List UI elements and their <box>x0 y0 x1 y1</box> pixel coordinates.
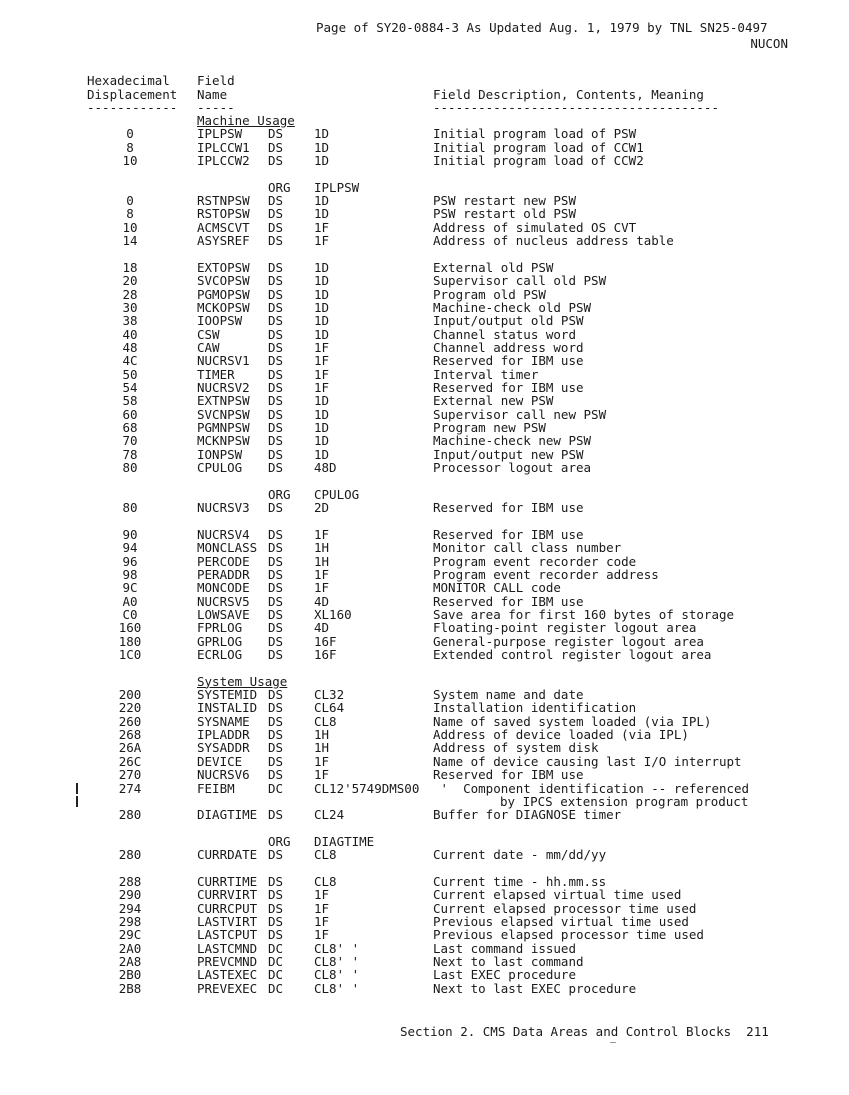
field-description: Extended control register logout area <box>433 647 712 662</box>
field-type: DS <box>268 286 284 302</box>
field-type: DS <box>268 620 284 636</box>
field-operand: 1F <box>314 580 330 596</box>
field-operand: 1F <box>314 900 330 916</box>
field-description: Address of simulated OS CVT <box>433 219 637 235</box>
field-name: NUCRSV1 <box>197 353 250 369</box>
field-operand: 1D <box>314 206 330 222</box>
field-type: DS <box>268 259 284 275</box>
field-type: DS <box>268 887 284 903</box>
field-type: DS <box>268 647 284 662</box>
field-description: PSW restart new PSW <box>433 193 576 209</box>
hex-displacement: 8 <box>126 139 134 155</box>
hex-displacement: 38 <box>122 313 138 329</box>
hex-displacement: 29C <box>118 927 142 943</box>
field-name: SYSADDR <box>197 740 250 756</box>
field-description: Initial program load of CCW2 <box>433 153 644 169</box>
field-name: ECRLOG <box>197 647 243 662</box>
field-name: ASYSREF <box>197 233 250 249</box>
footer-mark <box>610 1042 616 1043</box>
field-name: DEVICE <box>197 753 243 769</box>
field-operand: XL160 <box>314 606 352 622</box>
field-type: DS <box>268 299 284 315</box>
field-type: DS <box>268 526 284 542</box>
hex-displacement: 220 <box>118 700 142 716</box>
field-name: LASTCPUT <box>197 927 258 943</box>
field-name: EXTNPSW <box>197 393 250 409</box>
field-operand: 1D <box>314 153 330 169</box>
field-type: DS <box>268 927 284 943</box>
field-operand: 1F <box>314 339 330 355</box>
hex-displacement: A0 <box>122 593 138 609</box>
field-type: DS <box>268 446 284 462</box>
field-name: MONCODE <box>197 580 250 596</box>
field-description: External old PSW <box>433 259 554 275</box>
spacer-row <box>0 661 849 675</box>
field-name: IPLADDR <box>197 727 250 743</box>
field-description: Program event recorder code <box>433 553 637 569</box>
table-row <box>0 154 849 168</box>
field-description: Reserved for IBM use <box>433 353 584 369</box>
hex-displacement: 2A0 <box>118 940 142 956</box>
hex-displacement: 4C <box>122 353 138 369</box>
field-type: DS <box>268 633 284 649</box>
field-description: Reserved for IBM use <box>433 593 584 609</box>
field-type: DS <box>268 767 284 783</box>
field-name: RSTOPSW <box>197 206 250 222</box>
hex-displacement: 9C <box>122 580 138 596</box>
field-description: Buffer for DIAGNOSE timer <box>433 807 622 823</box>
field-operand: CL32 <box>314 687 345 703</box>
field-operand: 1F <box>314 526 330 542</box>
field-type: DS <box>268 353 284 369</box>
field-type: DS <box>268 914 284 929</box>
field-name: SYSNAME <box>197 713 250 729</box>
field-name: PREVCMND <box>197 954 258 970</box>
section-heading-text: System Usage <box>197 673 288 689</box>
column-header-displacement: Hexadecimal Displacement <box>87 73 178 102</box>
field-name: DIAGTIME <box>197 807 258 823</box>
field-description: Reserved for IBM use <box>433 380 584 395</box>
field-name: CURRVIRT <box>197 887 258 903</box>
field-description: Machine-check new PSW <box>433 433 592 449</box>
field-name: SYSTEMID <box>197 687 258 703</box>
field-name: PGMNPSW <box>197 420 250 436</box>
field-description: General-purpose register logout area <box>433 633 704 649</box>
field-description: Input/output old PSW <box>433 313 584 329</box>
field-name: CURRCPUT <box>197 900 258 916</box>
field-type: DC <box>268 780 284 796</box>
hex-displacement: 58 <box>122 393 138 409</box>
hex-displacement: 18 <box>122 259 138 275</box>
field-description: Machine-check old PSW <box>433 299 592 315</box>
field-operand: CL8 <box>314 847 337 863</box>
org-keyword: ORG <box>268 486 291 502</box>
field-name: PREVEXEC <box>197 980 258 996</box>
field-description: Last EXEC procedure <box>433 967 576 983</box>
field-description: External new PSW <box>433 393 554 409</box>
field-description: ' Component identification -- referenced <box>433 780 750 796</box>
hex-displacement: 298 <box>118 914 142 929</box>
hex-displacement: 10 <box>122 219 138 235</box>
field-description: Address of nucleus address table <box>433 233 674 249</box>
hex-displacement: 54 <box>122 380 138 395</box>
hex-displacement: 90 <box>122 526 138 542</box>
field-operand: 2D <box>314 500 330 516</box>
table-row <box>0 648 849 662</box>
field-description: Interval timer <box>433 366 539 382</box>
field-operand: 1F <box>314 767 330 783</box>
table-row <box>0 848 849 862</box>
hex-displacement: 2A8 <box>118 954 142 970</box>
field-operand: CL8 <box>314 713 337 729</box>
field-name: LASTEXEC <box>197 967 258 983</box>
hex-displacement: 10 <box>122 153 138 169</box>
field-description: PSW restart old PSW <box>433 206 576 222</box>
hex-displacement: 280 <box>118 807 142 823</box>
field-description: Initial program load of CCW1 <box>433 139 644 155</box>
field-name: CURRDATE <box>197 847 258 863</box>
hex-displacement: 2B8 <box>118 980 142 996</box>
field-type: DS <box>268 339 284 355</box>
field-description: Previous elapsed processor time used <box>433 927 704 943</box>
field-name: LOWSAVE <box>197 606 250 622</box>
field-name: PGMOPSW <box>197 286 250 302</box>
org-operand: CPULOG <box>314 486 360 502</box>
field-type: DS <box>268 126 284 142</box>
field-description: Address of device loaded (via IPL) <box>433 727 689 743</box>
hex-displacement: 80 <box>122 460 138 476</box>
field-operand: 1H <box>314 727 330 743</box>
spacer-row <box>0 474 849 488</box>
field-name: FPRLOG <box>197 620 243 636</box>
field-type: DS <box>268 700 284 716</box>
field-name: RSTNPSW <box>197 193 250 209</box>
field-type: DS <box>268 206 284 222</box>
field-type: DC <box>268 954 284 970</box>
hex-displacement: C0 <box>122 606 138 622</box>
field-description: Current date - mm/dd/yy <box>433 847 607 863</box>
control-block-name: NUCON <box>750 36 788 51</box>
field-name: IPLPSW <box>197 126 243 142</box>
field-operand: 1F <box>314 927 330 943</box>
hex-displacement: 20 <box>122 273 138 289</box>
field-operand: 48D <box>314 460 337 476</box>
field-description: Save area for first 160 bytes of storage <box>433 606 735 622</box>
field-description: Channel address word <box>433 339 584 355</box>
hex-displacement: 200 <box>118 687 142 703</box>
hex-displacement: 48 <box>122 339 138 355</box>
field-name: SVCOPSW <box>197 273 250 289</box>
field-type: DS <box>268 153 284 169</box>
field-type: DS <box>268 406 284 422</box>
org-operand: IPLPSW <box>314 179 360 195</box>
field-operand: 1D <box>314 193 330 209</box>
field-description: Last command issued <box>433 940 576 956</box>
hex-displacement: 40 <box>122 326 138 342</box>
field-description: Installation identification <box>433 700 637 716</box>
spacer-row <box>0 167 849 181</box>
field-description: Input/output new PSW <box>433 446 584 462</box>
field-description: Name of saved system loaded (via IPL) <box>433 713 712 729</box>
hex-displacement: 2B0 <box>118 967 142 983</box>
hex-displacement: 290 <box>118 887 142 903</box>
field-operand: 1D <box>314 299 330 315</box>
field-operand: 1D <box>314 393 330 409</box>
field-description: Reserved for IBM use <box>433 500 584 516</box>
hex-displacement: 50 <box>122 366 138 382</box>
field-operand: 1F <box>314 219 330 235</box>
hex-displacement: 160 <box>118 620 142 636</box>
field-operand: 1F <box>314 914 330 929</box>
table-row <box>0 234 849 248</box>
field-operand: 1D <box>314 259 330 275</box>
hex-displacement: 30 <box>122 299 138 315</box>
field-operand: 1H <box>314 740 330 756</box>
hex-displacement: 268 <box>118 727 142 743</box>
field-name: MCKNPSW <box>197 433 250 449</box>
field-name: FEIBM <box>197 780 235 796</box>
page-footer: Section 2. CMS Data Areas and Control Blocks 211 <box>400 1024 769 1039</box>
field-operand: 1F <box>314 233 330 249</box>
field-type: DS <box>268 740 284 756</box>
field-type: DS <box>268 847 284 863</box>
field-operand: 1F <box>314 566 330 582</box>
field-description: Initial program load of PSW <box>433 126 637 142</box>
column-header-description: Field Description, Contents, Meaning <box>433 87 704 102</box>
hex-displacement: 70 <box>122 433 138 449</box>
field-name: CAW <box>197 339 220 355</box>
field-name: GPRLOG <box>197 633 243 649</box>
field-operand: 1D <box>314 139 330 155</box>
field-operand: CL64 <box>314 700 345 716</box>
field-type: DS <box>268 326 284 342</box>
field-type: DS <box>268 233 284 249</box>
field-name: NUCRSV2 <box>197 380 250 395</box>
field-operand: CL12'5749DMS00 <box>314 780 420 796</box>
field-description: Current elapsed processor time used <box>433 900 697 916</box>
spacer-row <box>0 822 849 836</box>
field-type: DS <box>268 313 284 329</box>
hex-displacement: 96 <box>122 553 138 569</box>
field-type: DS <box>268 433 284 449</box>
hex-displacement: 68 <box>122 420 138 436</box>
field-description: Current time - hh.mm.ss <box>433 873 607 889</box>
field-operand: CL24 <box>314 807 345 823</box>
field-operand: 1D <box>314 406 330 422</box>
field-name: IOOPSW <box>197 313 243 329</box>
field-description: Processor logout area <box>433 460 592 476</box>
field-type: DS <box>268 753 284 769</box>
field-name: CSW <box>197 326 220 342</box>
hex-displacement: 294 <box>118 900 142 916</box>
field-type: DC <box>268 967 284 983</box>
field-description: Address of system disk <box>433 740 599 756</box>
field-type: DS <box>268 593 284 609</box>
field-operand: 1F <box>314 753 330 769</box>
field-name: ACMSCVT <box>197 219 250 235</box>
field-description: Program old PSW <box>433 286 546 302</box>
field-operand: CL8 <box>314 873 337 889</box>
field-description: Current elapsed virtual time used <box>433 887 682 903</box>
field-operand: 1H <box>314 553 330 569</box>
field-name: PERADDR <box>197 566 250 582</box>
org-keyword: ORG <box>268 833 291 849</box>
org-keyword: ORG <box>268 179 291 195</box>
table-row <box>0 501 849 515</box>
hex-displacement: 78 <box>122 446 138 462</box>
hex-displacement: 180 <box>118 633 142 649</box>
field-name: IPLCCW1 <box>197 139 250 155</box>
field-type: DS <box>268 873 284 889</box>
hex-displacement: 98 <box>122 566 138 582</box>
field-type: DS <box>268 139 284 155</box>
field-name: PERCODE <box>197 553 250 569</box>
field-description: Floating-point register logout area <box>433 620 697 636</box>
hex-displacement: 28 <box>122 286 138 302</box>
field-name: LASTVIRT <box>197 914 258 929</box>
page-header: Page of SY20-0884-3 As Updated Aug. 1, 1979 by TNL SN25-0497 <box>316 20 768 35</box>
field-type: DS <box>268 500 284 516</box>
field-type: DS <box>268 807 284 823</box>
column-header-field-name: Field Name <box>197 73 235 102</box>
field-type: DS <box>268 393 284 409</box>
field-name: MONCLASS <box>197 540 258 556</box>
field-name: CURRTIME <box>197 873 258 889</box>
field-operand: 1D <box>314 420 330 436</box>
field-operand: 1D <box>314 313 330 329</box>
field-operand: 1D <box>314 273 330 289</box>
hex-displacement: 80 <box>122 500 138 516</box>
field-operand: 4D <box>314 593 330 609</box>
revision-bar <box>76 796 78 807</box>
field-type: DC <box>268 980 284 996</box>
field-type: DS <box>268 366 284 382</box>
field-type: DS <box>268 460 284 476</box>
field-operand: 1D <box>314 433 330 449</box>
field-type: DS <box>268 219 284 235</box>
field-description: Next to last EXEC procedure <box>433 980 637 996</box>
field-operand: 1D <box>314 286 330 302</box>
column-rule-displacement: ------------ <box>87 100 178 115</box>
field-type: DS <box>268 540 284 556</box>
field-type: DS <box>268 580 284 596</box>
field-operand: 1D <box>314 126 330 142</box>
field-type: DS <box>268 566 284 582</box>
field-description-continued: by IPCS extension program product <box>500 793 749 809</box>
revision-bar <box>76 783 78 794</box>
field-type: DS <box>268 606 284 622</box>
field-operand: 4D <box>314 620 330 636</box>
field-type: DS <box>268 273 284 289</box>
field-description: Monitor call class number <box>433 540 622 556</box>
org-operand: DIAGTIME <box>314 833 375 849</box>
field-operand: 1D <box>314 446 330 462</box>
hex-displacement: 274 <box>118 780 142 796</box>
field-operand: 16F <box>314 633 337 649</box>
field-type: DS <box>268 420 284 436</box>
field-operand: CL8' ' <box>314 980 360 996</box>
field-operand: 1D <box>314 326 330 342</box>
field-type: DS <box>268 193 284 209</box>
field-name: NUCRSV6 <box>197 767 250 783</box>
hex-displacement: 270 <box>118 767 142 783</box>
field-name: LASTCMND <box>197 940 258 956</box>
section-heading-text: Machine Usage <box>197 113 295 128</box>
hex-displacement: 8 <box>126 206 134 222</box>
field-name: INSTALID <box>197 700 258 716</box>
field-name: IPLCCW2 <box>197 153 250 169</box>
field-type: DS <box>268 900 284 916</box>
field-name: TIMER <box>197 366 235 382</box>
field-name: EXTOPSW <box>197 259 250 275</box>
field-description: System name and date <box>433 687 584 703</box>
field-operand: 1F <box>314 353 330 369</box>
column-rule-name: ----- <box>197 100 235 115</box>
field-name: CPULOG <box>197 460 243 476</box>
table-row <box>0 461 849 475</box>
hex-displacement: 94 <box>122 540 138 556</box>
field-description: Next to last command <box>433 954 584 970</box>
field-description: Program event recorder address <box>433 566 659 582</box>
field-operand: CL8' ' <box>314 940 360 956</box>
field-operand: CL8' ' <box>314 967 360 983</box>
hex-displacement: 260 <box>118 713 142 729</box>
hex-displacement: 280 <box>118 847 142 863</box>
field-name: MCKOPSW <box>197 299 250 315</box>
field-operand: 16F <box>314 647 337 662</box>
hex-displacement: 14 <box>122 233 138 249</box>
field-description: Channel status word <box>433 326 576 342</box>
field-description: Reserved for IBM use <box>433 526 584 542</box>
field-description: Supervisor call new PSW <box>433 406 607 422</box>
field-type: DS <box>268 380 284 395</box>
column-rule-description: -------------------------------------- <box>433 100 719 115</box>
field-type: DS <box>268 687 284 703</box>
field-type: DC <box>268 940 284 956</box>
field-name: IONPSW <box>197 446 243 462</box>
field-operand: CL8' ' <box>314 954 360 970</box>
hex-displacement: 26C <box>118 753 142 769</box>
field-description: Previous elapsed virtual time used <box>433 914 689 929</box>
field-type: DS <box>268 727 284 743</box>
hex-displacement: 1C0 <box>118 647 142 662</box>
field-name: NUCRSV5 <box>197 593 250 609</box>
table-row <box>0 982 849 996</box>
field-operand: 1H <box>314 540 330 556</box>
field-type: DS <box>268 553 284 569</box>
field-description: Reserved for IBM use <box>433 767 584 783</box>
hex-displacement: 288 <box>118 873 142 889</box>
hex-displacement: 0 <box>126 126 134 142</box>
table-row <box>0 808 849 822</box>
field-name: NUCRSV4 <box>197 526 250 542</box>
field-description: MONITOR CALL code <box>433 580 561 596</box>
hex-displacement: 26A <box>118 740 142 756</box>
hex-displacement: 0 <box>126 193 134 209</box>
field-description: Name of device causing last I/O interrupt <box>433 753 742 769</box>
field-name: SVCNPSW <box>197 406 250 422</box>
field-operand: 1F <box>314 380 330 395</box>
field-operand: 1F <box>314 887 330 903</box>
field-name: NUCRSV3 <box>197 500 250 516</box>
hex-displacement: 60 <box>122 406 138 422</box>
field-type: DS <box>268 713 284 729</box>
field-operand: 1F <box>314 366 330 382</box>
field-description: Program new PSW <box>433 420 546 436</box>
field-description: Supervisor call old PSW <box>433 273 607 289</box>
